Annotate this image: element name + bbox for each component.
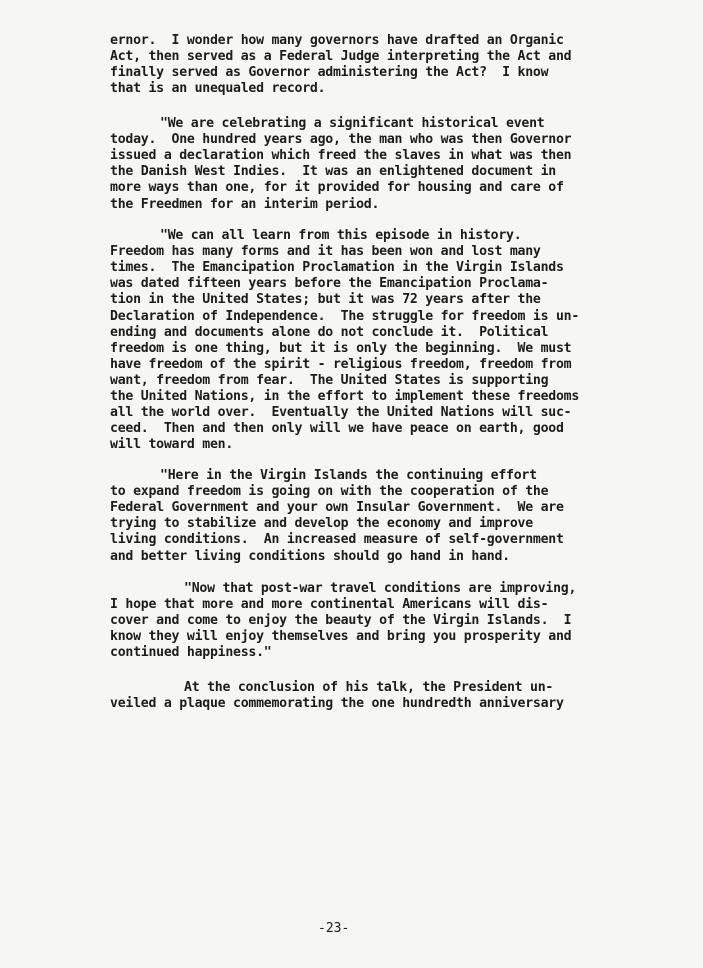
- text-line: continued happiness.": [110, 645, 272, 661]
- text-line: ernor. I wonder how many governors have drafted an Organic: [110, 33, 564, 48]
- text-line: "We can all learn from this episode in history.: [160, 228, 522, 243]
- text-line: to expand freedom is going on with the cooperation of the: [110, 484, 549, 500]
- text-line: living conditions. An increased measure of self-government: [110, 532, 564, 548]
- text-line: know they will enjoy themselves and bring you prosperity and: [110, 629, 572, 645]
- text-line: veiled a plaque commemorating the one hundredth anniversary: [110, 696, 564, 712]
- text-line: that is an unequaled record.: [110, 81, 326, 97]
- text-line: will toward men.: [110, 437, 234, 453]
- text-line: Act, then served as a Federal Judge interpreting the Act and: [110, 49, 572, 65]
- text-line: the United Nations, in the effort to implement these freedoms: [110, 389, 580, 404]
- text-line: cover and come to enjoy the beauty of the Virgin Islands. I: [110, 613, 572, 629]
- text-line: "Here in the Virgin Islands the continuing effort: [160, 468, 537, 483]
- text-line: want, freedom from fear. The United States is supporting: [110, 372, 549, 388]
- text-line: and better living conditions should go hand in hand.: [110, 548, 510, 564]
- text-line: the Danish West Indies. It was an enlightened document in: [110, 164, 556, 180]
- text-line: all the world over. Eventually the United Nations will suc-: [110, 405, 572, 421]
- text-line: I hope that more and more continental Americans will dis-: [110, 597, 549, 613]
- text-line: was dated fifteen years before the Emancipation Proclama-: [110, 276, 549, 292]
- text-line: more ways than one, for it provided for housing and care of: [110, 180, 564, 196]
- text-line: Federal Government and your own Insular Government. We are: [110, 500, 564, 516]
- page-number: -23-: [318, 921, 350, 936]
- text-line: freedom is one thing, but it is only the beginning. We must: [110, 340, 572, 356]
- text-line: trying to stabilize and develop the economy and improve: [110, 516, 533, 532]
- text-line: issued a declaration which freed the slaves in what was then: [110, 148, 572, 164]
- text-line: "We are celebrating a significant historical event: [160, 116, 545, 131]
- text-line: At the conclusion of his talk, the President un-: [184, 680, 554, 695]
- text-line: "Now that post-war travel conditions are improving,: [184, 581, 577, 596]
- text-line: ceed. Then and then only will we have peace on earth, good: [110, 421, 564, 437]
- text-line: today. One hundred years ago, the man who was then Governor: [110, 132, 572, 148]
- text-line: tion in the United States; but it was 72 years after the: [110, 292, 541, 308]
- text-line: times. The Emancipation Proclamation in the Virgin Islands: [110, 260, 564, 276]
- text-line: ending and documents alone do not conclude it. Political: [110, 324, 549, 340]
- text-line: finally served as Governor administering the Act? I know: [110, 65, 549, 81]
- text-line: Freedom has many forms and it has been won and lost many: [110, 244, 541, 260]
- text-line: Declaration of Independence. The struggle for freedom is un-: [110, 308, 580, 324]
- text-line: have freedom of the spirit - religious freedom, freedom from: [110, 356, 572, 372]
- text-line: the Freedmen for an interim period.: [110, 196, 380, 212]
